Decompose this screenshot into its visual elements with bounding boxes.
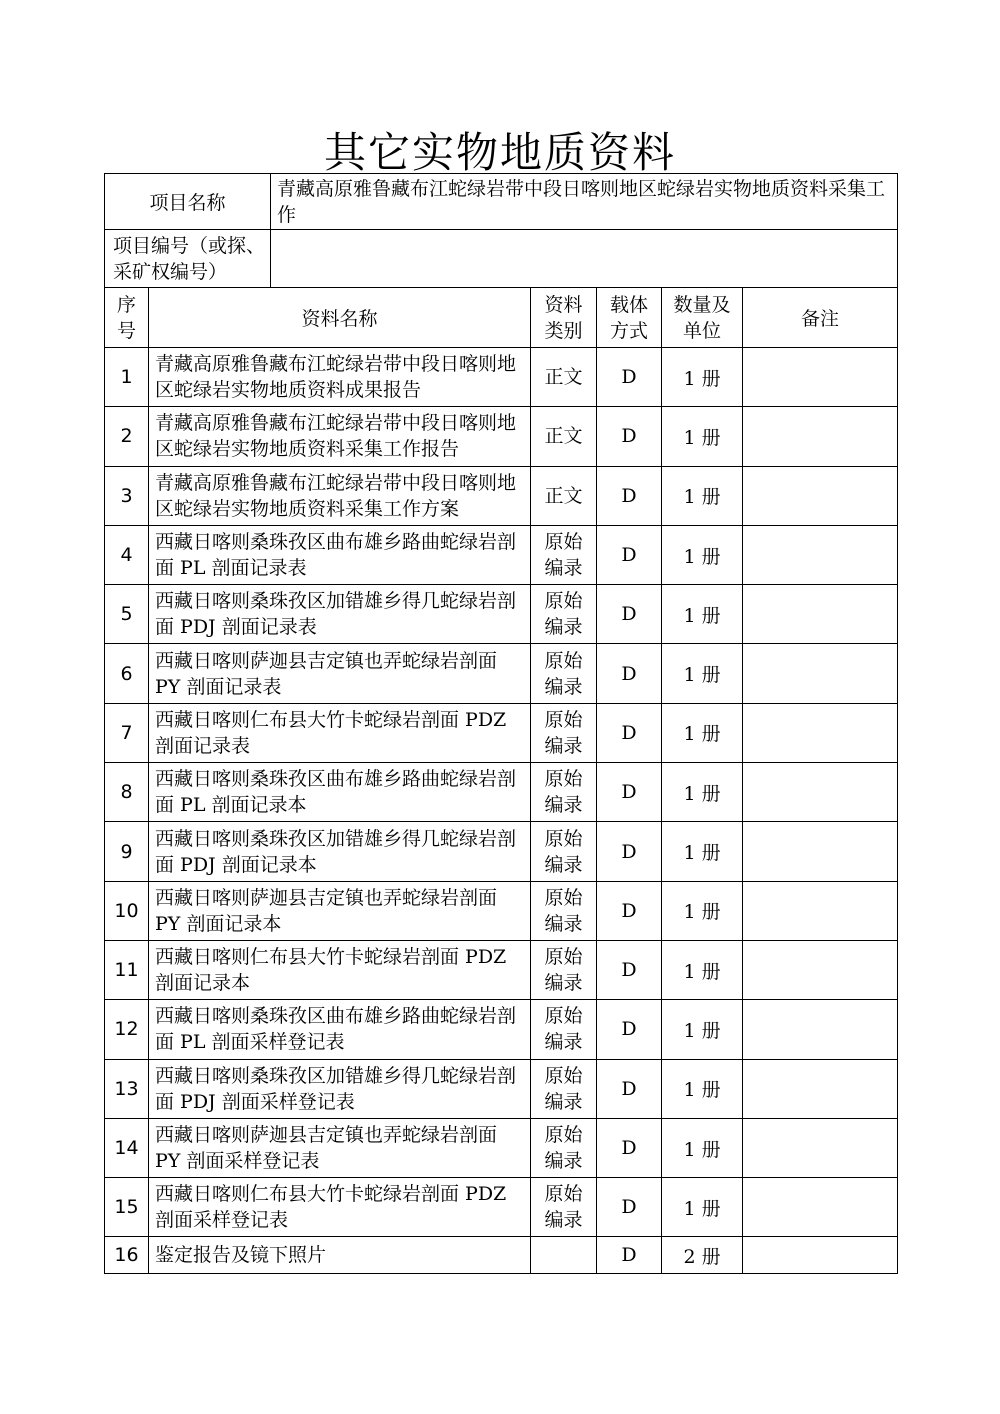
row-category: [531, 644, 597, 703]
row-index: 7: [105, 703, 149, 762]
row-index: 10: [105, 881, 149, 940]
row-carrier: D: [597, 1237, 662, 1274]
row-quantity: 1 册: [662, 644, 743, 703]
row-category: [531, 1118, 597, 1177]
row-index: 11: [105, 940, 149, 999]
row-remark: [743, 703, 898, 762]
row-index: 2: [105, 407, 149, 466]
row-quantity: 1 册: [662, 881, 743, 940]
project-number-value: [271, 230, 898, 288]
row-quantity: 1 册: [662, 822, 743, 881]
row-remark: [743, 1059, 898, 1118]
row-name: 西藏日喀则桑珠孜区加错雄乡得几蛇绿岩剖面 PDJ 剖面记录本: [149, 822, 531, 881]
row-quantity: 1 册: [662, 1059, 743, 1118]
table-row: [105, 407, 898, 466]
project-number-label: 项目编号（或探、采矿权编号）: [105, 230, 271, 288]
row-quantity: 1 册: [662, 940, 743, 999]
row-quantity: 1 册: [662, 407, 743, 466]
header-quantity: [662, 288, 743, 348]
row-category-text: 原始编录: [544, 1064, 583, 1113]
row-carrier: D: [597, 1118, 662, 1177]
row-carrier: D: [597, 585, 662, 644]
row-category: [531, 940, 597, 999]
row-remark: [743, 466, 898, 525]
row-category: [531, 822, 597, 881]
header-category: [531, 288, 597, 348]
row-name: 青藏高原雅鲁藏布江蛇绿岩带中段日喀则地区蛇绿岩实物地质资料采集工作报告: [149, 407, 531, 466]
row-category-text: 正文: [544, 366, 583, 389]
project-name-label: 项目名称: [105, 174, 271, 230]
row-quantity: 1 册: [662, 1178, 743, 1237]
row-index: 4: [105, 525, 149, 584]
row-category-text: 原始编录: [544, 649, 583, 698]
row-remark: [743, 525, 898, 584]
table-row: [105, 881, 898, 940]
header-quantity-text: 数量及单位: [673, 293, 731, 342]
header-index-text: 序号: [116, 293, 136, 342]
row-index: 12: [105, 1000, 149, 1059]
row-category: [531, 1178, 597, 1237]
row-remark: [743, 1237, 898, 1274]
header-remark: 备注: [743, 288, 898, 348]
row-category-text: 原始编录: [544, 768, 583, 817]
row-category: [531, 1237, 597, 1274]
table-row: [105, 1178, 898, 1237]
row-name: 西藏日喀则仁布县大竹卡蛇绿岩剖面 PDZ 剖面记录本: [149, 940, 531, 999]
row-carrier: D: [597, 763, 662, 822]
header-name: 资料名称: [149, 288, 531, 348]
table-row: [105, 1118, 898, 1177]
table-row: [105, 703, 898, 762]
row-quantity: 1 册: [662, 585, 743, 644]
row-quantity: 1 册: [662, 348, 743, 407]
materials-table: [104, 173, 898, 1274]
row-carrier: D: [597, 644, 662, 703]
row-name: 西藏日喀则桑珠孜区加错雄乡得几蛇绿岩剖面 PDJ 剖面采样登记表: [149, 1059, 531, 1118]
row-name: 西藏日喀则桑珠孜区曲布雄乡路曲蛇绿岩剖面 PL 剖面采样登记表: [149, 1000, 531, 1059]
table-row: [105, 585, 898, 644]
row-name: 西藏日喀则仁布县大竹卡蛇绿岩剖面 PDZ 剖面记录表: [149, 703, 531, 762]
row-remark: [743, 940, 898, 999]
row-name: 西藏日喀则桑珠孜区曲布雄乡路曲蛇绿岩剖面 PL 剖面记录表: [149, 525, 531, 584]
row-name: 西藏日喀则桑珠孜区曲布雄乡路曲蛇绿岩剖面 PL 剖面记录本: [149, 763, 531, 822]
row-quantity: 1 册: [662, 525, 743, 584]
row-category: [531, 1059, 597, 1118]
row-name: 西藏日喀则桑珠孜区加错雄乡得几蛇绿岩剖面 PDJ 剖面记录表: [149, 585, 531, 644]
row-remark: [743, 763, 898, 822]
row-carrier: D: [597, 881, 662, 940]
table-row: [105, 348, 898, 407]
row-name: 青藏高原雅鲁藏布江蛇绿岩带中段日喀则地区蛇绿岩实物地质资料成果报告: [149, 348, 531, 407]
row-remark: [743, 348, 898, 407]
row-carrier: D: [597, 466, 662, 525]
row-category-text: 正文: [544, 484, 583, 507]
table-row: [105, 1237, 898, 1274]
row-index: 6: [105, 644, 149, 703]
table-row: [105, 822, 898, 881]
row-category: [531, 525, 597, 584]
row-category-text: 原始编录: [544, 708, 583, 757]
row-quantity: 1 册: [662, 763, 743, 822]
row-category: [531, 466, 597, 525]
row-category: [531, 585, 597, 644]
table-row: [105, 1000, 898, 1059]
row-name: 鉴定报告及镜下照片: [149, 1237, 531, 1274]
row-category-text: 原始编录: [544, 531, 583, 580]
row-name: 西藏日喀则萨迦县吉定镇也弄蛇绿岩剖面 PY 剖面采样登记表: [149, 1118, 531, 1177]
row-name: 青藏高原雅鲁藏布江蛇绿岩带中段日喀则地区蛇绿岩实物地质资料采集工作方案: [149, 466, 531, 525]
project-name-value: 青藏高原雅鲁藏布江蛇绿岩带中段日喀则地区蛇绿岩实物地质资料采集工作: [271, 174, 898, 230]
row-carrier: D: [597, 940, 662, 999]
row-index: 3: [105, 466, 149, 525]
row-category-text: 原始编录: [544, 1005, 583, 1054]
row-index: 16: [105, 1237, 149, 1274]
row-carrier: D: [597, 703, 662, 762]
row-quantity: 1 册: [662, 466, 743, 525]
row-carrier: D: [597, 1059, 662, 1118]
row-quantity: 1 册: [662, 703, 743, 762]
row-quantity: 1 册: [662, 1000, 743, 1059]
row-remark: [743, 1118, 898, 1177]
row-category: [531, 763, 597, 822]
row-remark: [743, 881, 898, 940]
header-index: [105, 288, 149, 348]
row-carrier: D: [597, 525, 662, 584]
row-carrier: D: [597, 822, 662, 881]
table-row: [105, 940, 898, 999]
row-index: 13: [105, 1059, 149, 1118]
table-row: [105, 644, 898, 703]
table-row: [105, 763, 898, 822]
row-index: 14: [105, 1118, 149, 1177]
row-carrier: D: [597, 1000, 662, 1059]
table-row: [105, 1059, 898, 1118]
row-category: [531, 1000, 597, 1059]
row-remark: [743, 585, 898, 644]
row-index: 5: [105, 585, 149, 644]
row-index: 9: [105, 822, 149, 881]
row-carrier: D: [597, 1178, 662, 1237]
row-remark: [743, 644, 898, 703]
row-category: [531, 348, 597, 407]
row-category: [531, 881, 597, 940]
row-carrier: D: [597, 407, 662, 466]
row-category-text: 原始编录: [544, 1124, 583, 1172]
row-name: 西藏日喀则萨迦县吉定镇也弄蛇绿岩剖面 PY 剖面记录本: [149, 881, 531, 940]
row-index: 15: [105, 1178, 149, 1237]
table-row: [105, 466, 898, 525]
row-category-text: 原始编录: [544, 946, 583, 995]
row-quantity: 2 册: [662, 1237, 743, 1274]
row-name: 西藏日喀则萨迦县吉定镇也弄蛇绿岩剖面 PY 剖面记录表: [149, 644, 531, 703]
row-remark: [743, 1000, 898, 1059]
row-index: 1: [105, 348, 149, 407]
row-remark: [743, 822, 898, 881]
row-remark: [743, 407, 898, 466]
header-category-text: 资料类别: [544, 293, 583, 342]
header-carrier-text: 载体方式: [610, 293, 649, 342]
row-name: 西藏日喀则仁布县大竹卡蛇绿岩剖面 PDZ 剖面采样登记表: [149, 1178, 531, 1237]
row-category-text: 原始编录: [544, 827, 583, 876]
header-carrier: [597, 288, 662, 348]
row-remark: [743, 1178, 898, 1237]
row-category: [531, 407, 597, 466]
row-category: [531, 703, 597, 762]
row-category-text: 原始编录: [544, 886, 583, 935]
row-carrier: D: [597, 348, 662, 407]
row-category-text: 正文: [544, 425, 583, 448]
row-category-text: 原始编录: [544, 590, 583, 639]
row-category-text: 原始编录: [544, 1183, 583, 1232]
table-row: [105, 525, 898, 584]
page-title: 其它实物地质资料: [323, 128, 676, 177]
row-index: 8: [105, 763, 149, 822]
row-quantity: 1 册: [662, 1118, 743, 1177]
